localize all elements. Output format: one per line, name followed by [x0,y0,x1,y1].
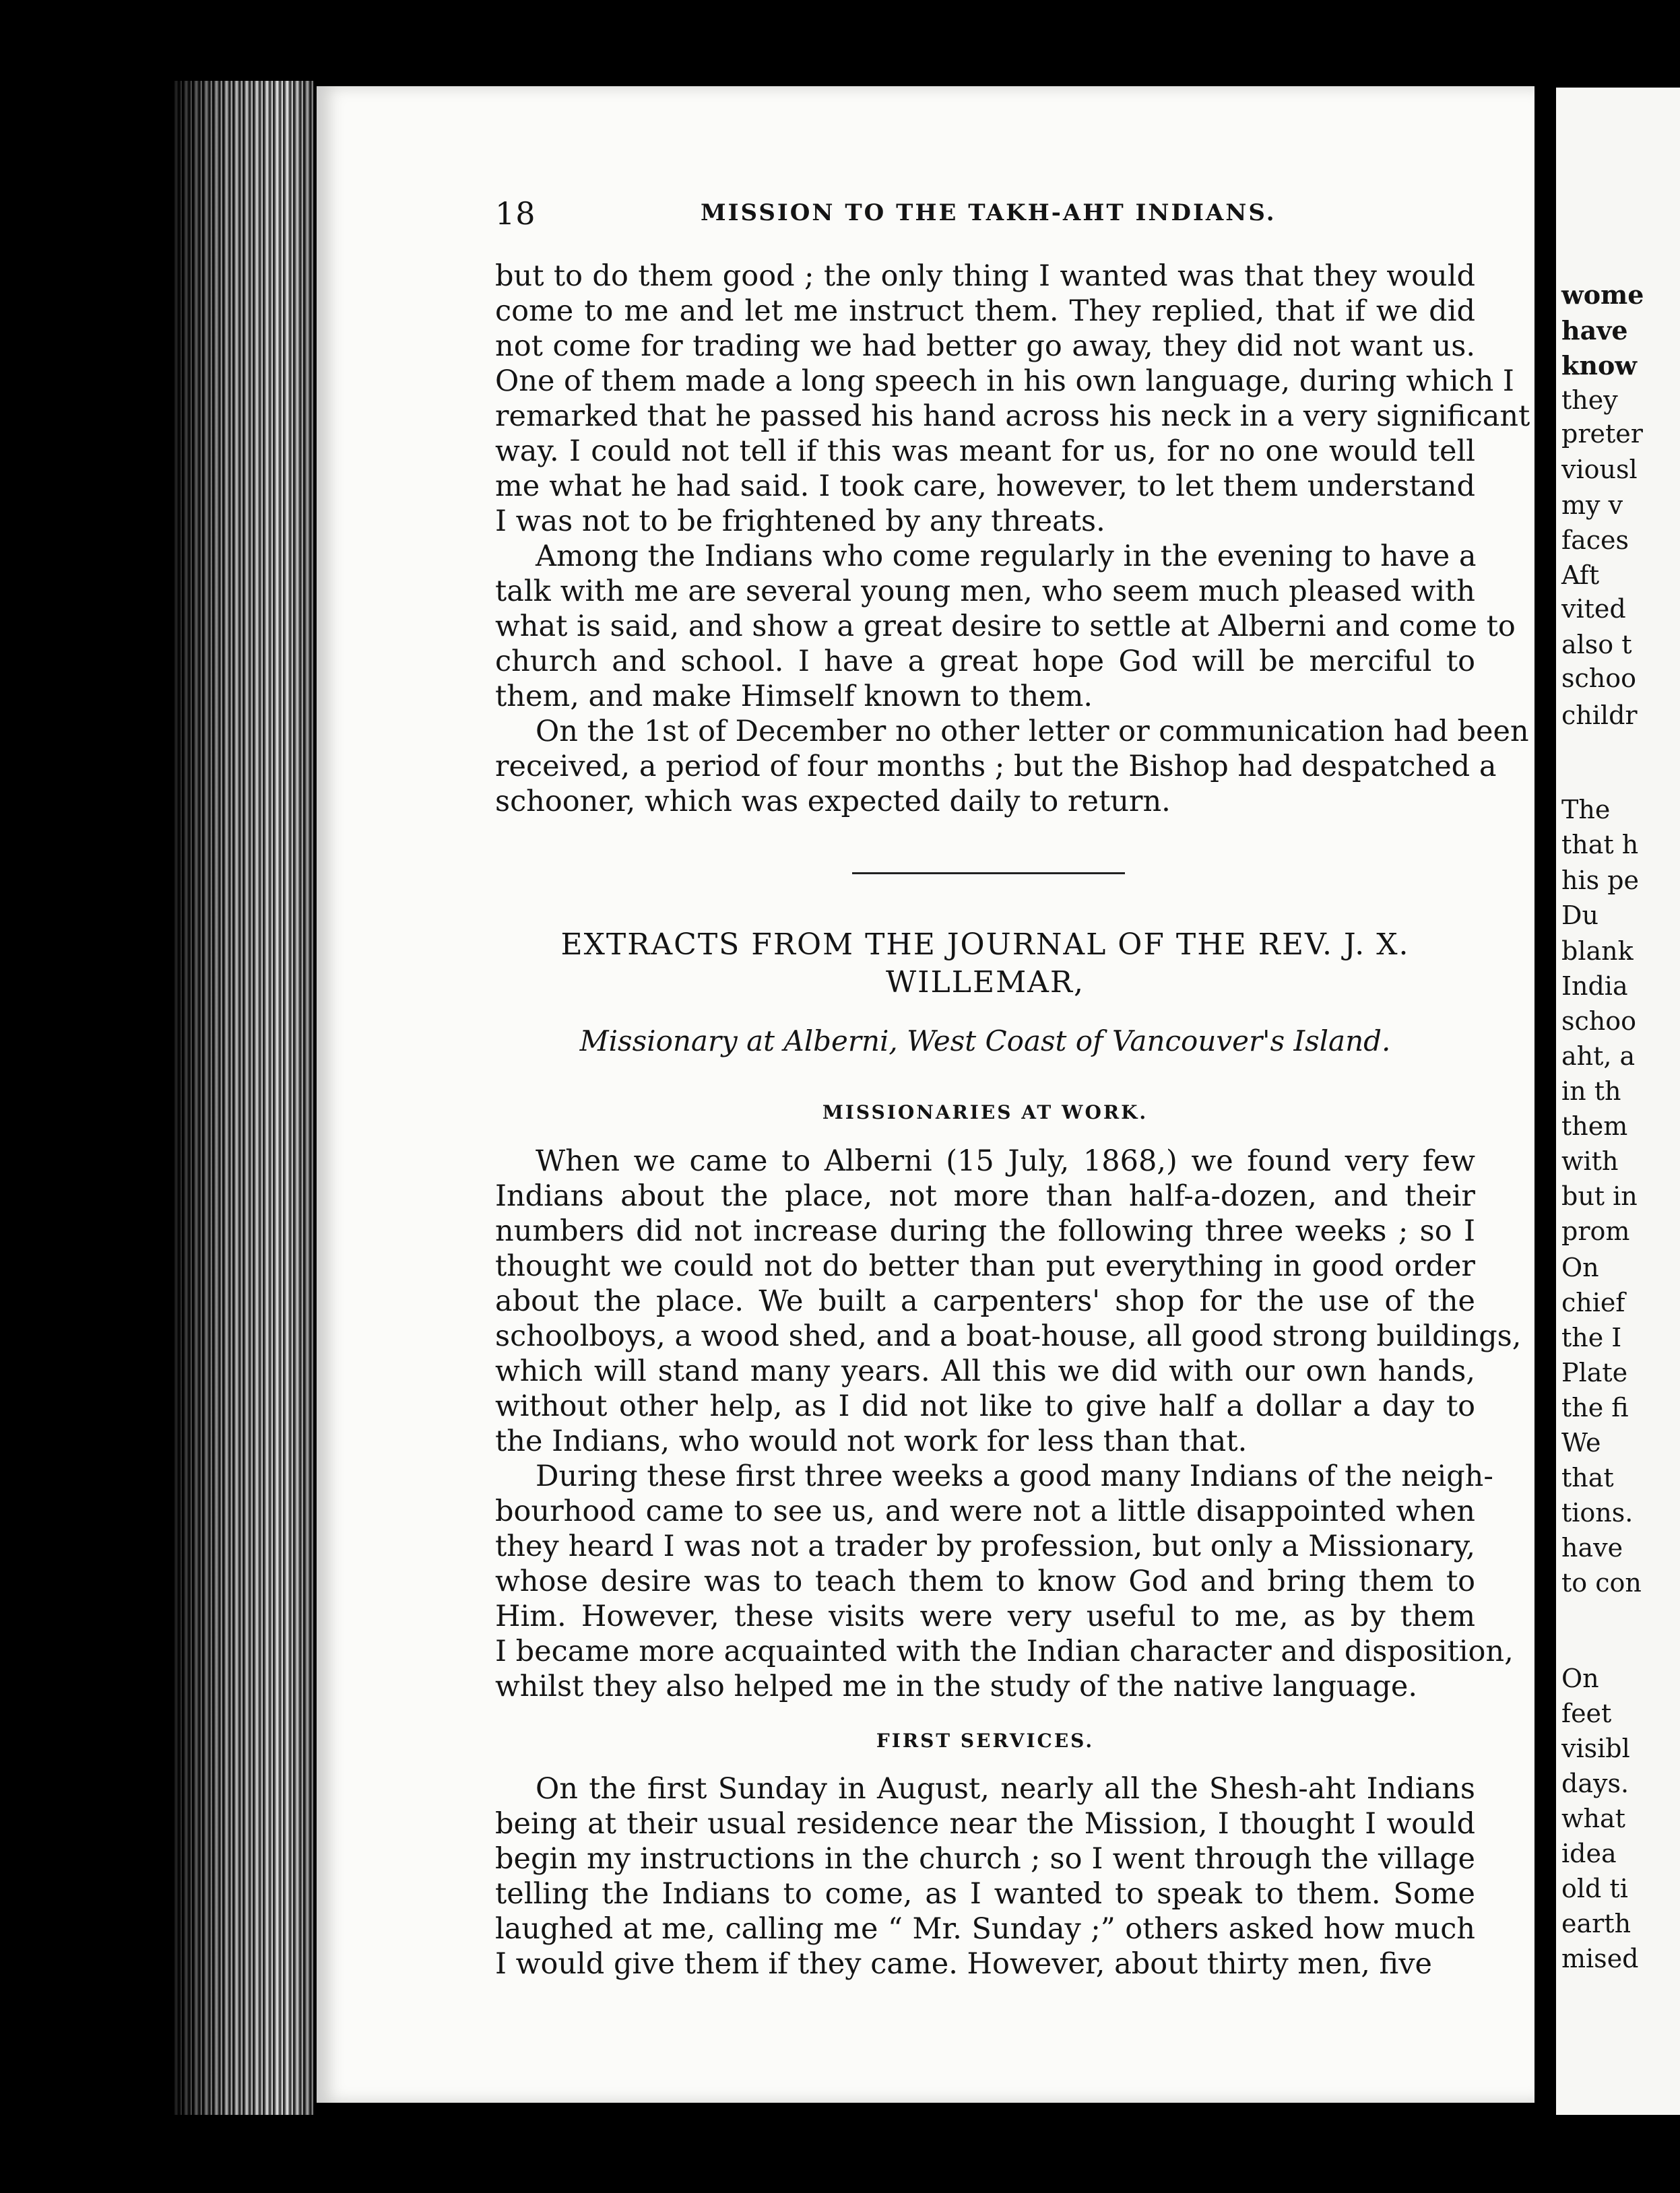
text-line: One of them made a long speech in his own language, during which I [495,364,1514,398]
facing-page-fragment: mised [1561,1944,1639,1973]
text-line: When we came to Alberni (15 July, 1868,) we found very few [536,1144,1475,1178]
text-line: not come for trading we had better go away, they did not want us. [495,329,1475,363]
facing-page-fragment: what [1561,1804,1625,1833]
book-page-edges [172,81,313,2115]
text-line: come to me and let me instruct them. They replied, that if we did [495,294,1475,328]
facing-page-fragment: that [1561,1463,1614,1493]
facing-page-fragment: viousl [1561,455,1638,484]
facing-page-fragment: aht, a [1561,1041,1636,1071]
facing-page-fragment: visibl [1561,1734,1630,1763]
text-line: bourhood came to see us, and were not a little disappointed when [495,1495,1475,1528]
facing-page-fragment: with [1561,1146,1619,1176]
facing-page-fragment: On [1561,1253,1599,1282]
section-missionaries-text [495,1144,1522,1704]
facing-page-fragment: childr [1561,700,1638,730]
text-line: During these first three weeks a good many Indians of the neigh- [536,1460,1493,1493]
facing-page-fragment: also t [1561,630,1632,659]
text-line: the Indians, who would not work for less than that. [495,1425,1248,1458]
text-line: being at their usual residence near the Mission, I thought I would [495,1807,1475,1841]
facing-page-fragment: blank [1561,936,1634,966]
facing-page-fragment: the I [1561,1323,1622,1352]
facing-page-fragment: wome [1561,280,1644,310]
continuation-text [495,259,1530,819]
facing-page-fragment: prom [1561,1216,1630,1246]
facing-page-fragment: know [1561,350,1638,381]
text-line: Among the Indians who come regularly in the evening to have a [536,539,1477,573]
facing-page-fragment: Aft [1561,560,1600,590]
article-heading-line: EXTRACTS FROM THE JOURNAL OF THE REV. J. X. [560,927,1410,962]
text-line: On the 1st of December no other letter or communication had been [536,715,1529,748]
facing-page-fragment: them [1561,1111,1628,1141]
facing-page-fragment: On [1561,1664,1599,1693]
section-title-missionaries: MISSIONARIES AT WORK. [822,1101,1149,1123]
text-line: Indians about the place, not more than half-a-dozen, and their [495,1179,1475,1213]
text-line: I became more acquainted with the Indian character and disposition, [495,1635,1514,1668]
text-line: I would give them if they came. However, about thirty men, five [495,1947,1432,1981]
text-line: which will stand many years. All this we did with our own hands, [495,1354,1475,1388]
running-head [495,195,1458,236]
facing-page-fragment: to con [1561,1568,1642,1598]
text-line: received, a period of four months ; but the Bishop had despatched a [495,750,1497,783]
facing-page-fragment: have [1561,315,1628,346]
facing-page-fragment: in th [1561,1076,1621,1106]
facing-page-fragment: tions. [1561,1498,1634,1528]
text-line: thought we could not do better than put everything in good order [495,1249,1475,1283]
text-line: whose desire was to teach them to know God and bring them to [495,1565,1475,1598]
text-line: begin my instructions in the church ; so I went through the village [495,1842,1475,1876]
text-line: I was not to be frightened by any threats. [495,504,1105,538]
facing-page-fragment: days. [1561,1769,1629,1798]
facing-page-fragment: have [1561,1533,1623,1563]
facing-page-fragment: his pe [1561,865,1640,895]
section-first-services-text [495,1771,1475,1982]
facing-page-fragment: feet [1561,1699,1612,1728]
text-line: talk with me are several young men, who seem much pleased with [495,575,1475,608]
text-line: what is said, and show a great desire to settle at Alberni and come to [495,610,1516,643]
facing-page-fragment: the fi [1561,1393,1629,1422]
facing-page-fragment: chief [1561,1288,1625,1317]
facing-page-fragment: schoo [1561,1006,1637,1036]
text-line: they heard I was not a trader by profession, but only a Missionary, [495,1530,1475,1563]
text-line: whilst they also helped me in the study of the native language. [495,1670,1418,1703]
text-line: schooner, which was expected daily to return. [495,785,1171,818]
text-line: On the first Sunday in August, nearly all the Shesh-aht Indians [536,1772,1475,1806]
facing-page-fragment: India [1561,971,1628,1001]
text-line: remarked that he passed his hand across his neck in a very significant [495,399,1530,433]
text-line: laughed at me, calling me “ Mr. Sunday ;” others asked how much [495,1912,1475,1946]
facing-page-fragment: idea [1561,1839,1617,1868]
text-line: numbers did not increase during the following three weeks ; so I [495,1214,1475,1248]
text-line: Him. However, these visits were very useful to me, as by them [495,1600,1475,1633]
text-line: telling the Indians to come, as I wanted to speak to them. Some [495,1877,1475,1911]
text-line: way. I could not tell if this was meant for us, for no one would tell [495,434,1475,468]
text-line: church and school. I have a great hope God will be merciful to [495,645,1475,678]
article-heading-line: WILLEMAR, [885,965,1085,1000]
facing-page-fragment: faces [1561,525,1629,555]
section-title-first-services: FIRST SERVICES. [876,1730,1095,1752]
facing-page-fragment: Plate [1561,1358,1628,1387]
facing-page-fragment: schoo [1561,663,1637,693]
article-subheading: Missionary at Alberni, West Coast of Vancouver's Island. [579,1024,1391,1057]
facing-page-fragment: Du [1561,901,1598,930]
facing-page-fragment: We [1561,1428,1601,1458]
facing-page-fragment: vited [1561,594,1626,624]
article-heading [495,926,1475,1002]
facing-page-fragment: preter [1561,419,1643,449]
facing-page-fragment: The [1561,795,1611,824]
facing-page-fragment: my v [1561,490,1623,520]
text-line: schoolboys, a wood shed, and a boat-house, all good strong buildings, [495,1319,1522,1353]
text-line: them, and make Himself known to them. [495,680,1093,713]
facing-page-fragment: that h [1561,830,1639,859]
facing-page-fragment: they [1561,385,1618,415]
text-line: but to do them good ; the only thing I wanted was that they would [495,259,1475,293]
facing-page-fragment: but in [1561,1181,1638,1211]
text-line: me what he had said. I took care, however, to let them understand [495,469,1475,503]
page-number: 18 [495,195,536,232]
text-line: about the place. We built a carpenters' shop for the use of the [495,1284,1475,1318]
facing-page-fragment: old ti [1561,1874,1628,1903]
facing-page-fragment: earth [1561,1909,1631,1938]
section-divider-rule [852,872,1125,874]
text-line: without other help, as I did not like to give half a dollar a day to [495,1389,1475,1423]
running-title: MISSION TO THE TAKH-AHT INDIANS. [701,199,1277,226]
